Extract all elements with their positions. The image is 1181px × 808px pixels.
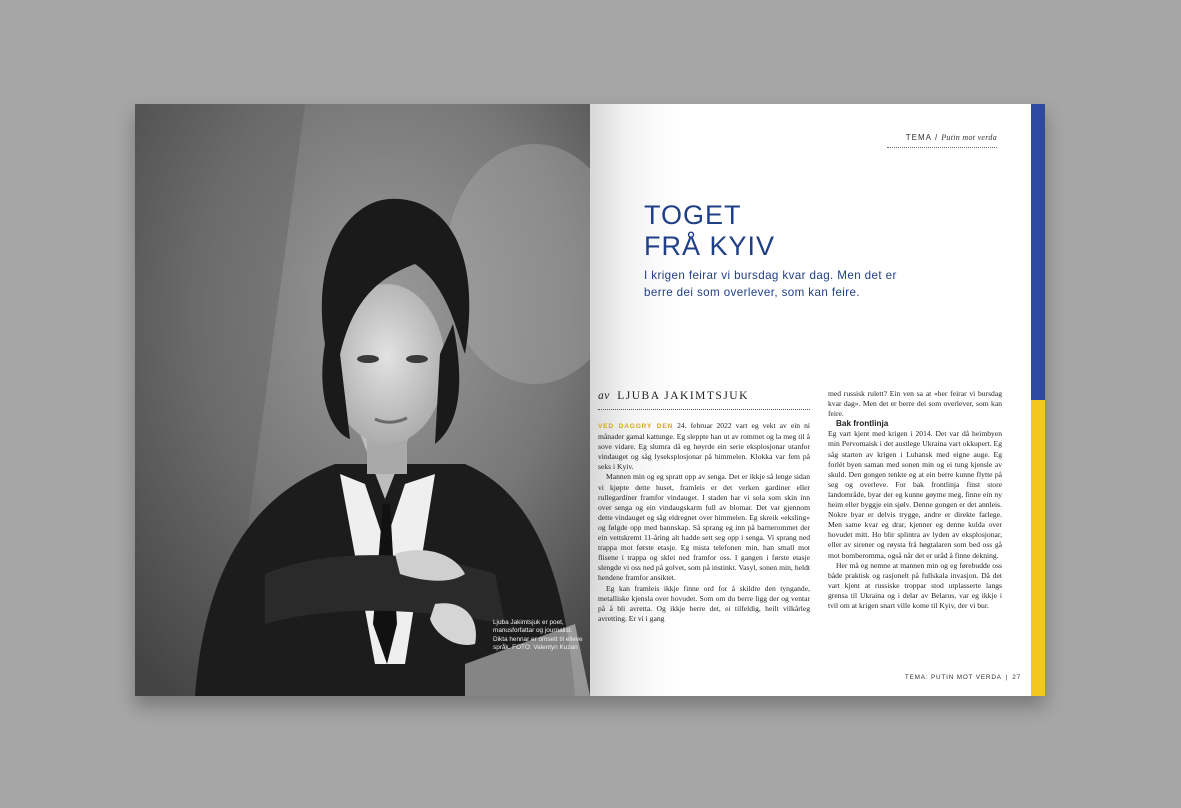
byline-prefix: av [598, 390, 610, 402]
byline-author: LJUBA JAKIMTSJUK [617, 390, 749, 402]
byline-divider [598, 409, 810, 410]
body-paragraph: Eg vart kjent med krigen i 2014. Det var då heimbyen min Pervomaisk i det austlege Ukraina vart okkupert. Eg såg starten av krigen i Luhansk med eigne auge. Eg forlét byen saman med sonen min og ei tung kjensle av skuld. Den gongen tenkte eg at ein berre kunne flytte på seg og overleve. For bak frontlinja finst store landområde, byar der eg kunne gøyme meg, finne ein ny heim eller byggje ein sjølv. Denne gongen er det annleis. Nokre byar er delvis trygge, andre er direkte farlege. Men same kvar eg drar, kjenner eg denne kulda over hovudet mitt. Ho blir splintra av lyden av eksplosjonar, eller av sirener og røysta frå høgtalaren som bed oss gå mot bomberomma, også når det er uråd å finne dekning. [828, 429, 1002, 560]
section-separator: / [935, 133, 939, 142]
magazine-spread [135, 104, 1045, 696]
article-standfirst: I krigen feirar vi bursdag kvar dag. Men det er berre dei som overlever, som kan feire. [644, 269, 897, 299]
body-paragraph: Her må eg nemne at mannen min og eg førebudde oss både praktisk og rasjonelt på fullskala invasjon. Då det vart kjent at russiske troppar stod utplasserte langs grensa til Ukraina og i delar av Belarus, var eg ikkje i tvil om at krigen snart ville kome til Kyiv, der vi bur. [828, 560, 1002, 610]
footer-section: TEMA: PUTIN MOT VERDA [904, 674, 1002, 681]
right-page-article [590, 104, 1045, 696]
left-page-photo [135, 104, 590, 696]
page-number: 27 [1012, 674, 1021, 681]
body-column-2 [828, 389, 1002, 611]
section-tag: TEMA [905, 133, 933, 142]
body-paragraph: Mannen min og eg spratt opp av senga. Det er ikkje så lenge sidan vi kjøpte dette huset, framleis er det verken gardiner eller rullegardiner framfor vindauget. I staden har vi sola som skin inn over senga og ein vindaugskarm full av blomar. Det var gjennom dette vindauget eg såg eldregnet over himmelen. Eg skreik «eksling» og følgde opp med bannskap. Så sprang eg inn på barnerommet der ein vettskremt 11-åring alt hadde sett seg opp i senga. Vi sprang ned trappa mot første etasje. Eg mista telefonen min, han small mot flisene i trappa og sklei ned framfor oss. I gangen i første etasje slengde vi oss ned på golvet, som på instinkt. Vasyl, sonen min, heldt hendene framfor ansiktet. [598, 472, 810, 583]
portrait-photo [135, 104, 590, 696]
ukraine-flag-blue-stripe [1031, 104, 1045, 400]
body-paragraph: Eg kan framleis ikkje finne ord for å skildre den tyngande, metalliske kjensla over hovudet. Som om du berre ligg der og ventar på å bli avretta. Og ikkje berre det, ei tilfeldig, heilt vilkårleg avretting. Er vi i gang [598, 583, 810, 623]
body-paragraph: VED DAGGRY DEN 24. februar 2022 vart eg vekt av ein ni månader gamal kattunge. Eg sleppte han ut av rommet og la meg til å sove vidare. Eg slumra då eg høyrde ein serie eksplosjonar utanfor vindauget og såg lyseksplosjonar på himmelen. Klokka var fem på seks i Kyiv. [598, 421, 810, 472]
section-topic: Putin mot verda [941, 133, 997, 142]
article-headline [644, 200, 775, 262]
body-column-1 [598, 421, 810, 624]
section-header [906, 133, 997, 142]
header-divider [887, 147, 997, 148]
byline [598, 390, 774, 402]
ukraine-flag-yellow-stripe [1031, 400, 1045, 696]
body-paragraph: med russisk rulett? Ein ven sa at «her feirar vi bursdag kvar dag». Men det er berre dei som overlever, som kan feire. [828, 389, 1002, 419]
page-footer [905, 674, 1021, 681]
headline-line-1: TOGET [644, 200, 742, 230]
photo-caption: Ljuba Jakimtsjuk er poet, manusforfattar og journalist. Dikta hennar er omsett til elleve språk. FOTO: Valentyn Kuzan [493, 619, 583, 652]
headline-line-2: FRÅ KYIV [644, 231, 776, 261]
lead-in: VED DAGGRY DEN [598, 423, 674, 430]
footer-separator: | [1005, 674, 1009, 681]
subheading: Bak frontlinja [836, 419, 889, 429]
